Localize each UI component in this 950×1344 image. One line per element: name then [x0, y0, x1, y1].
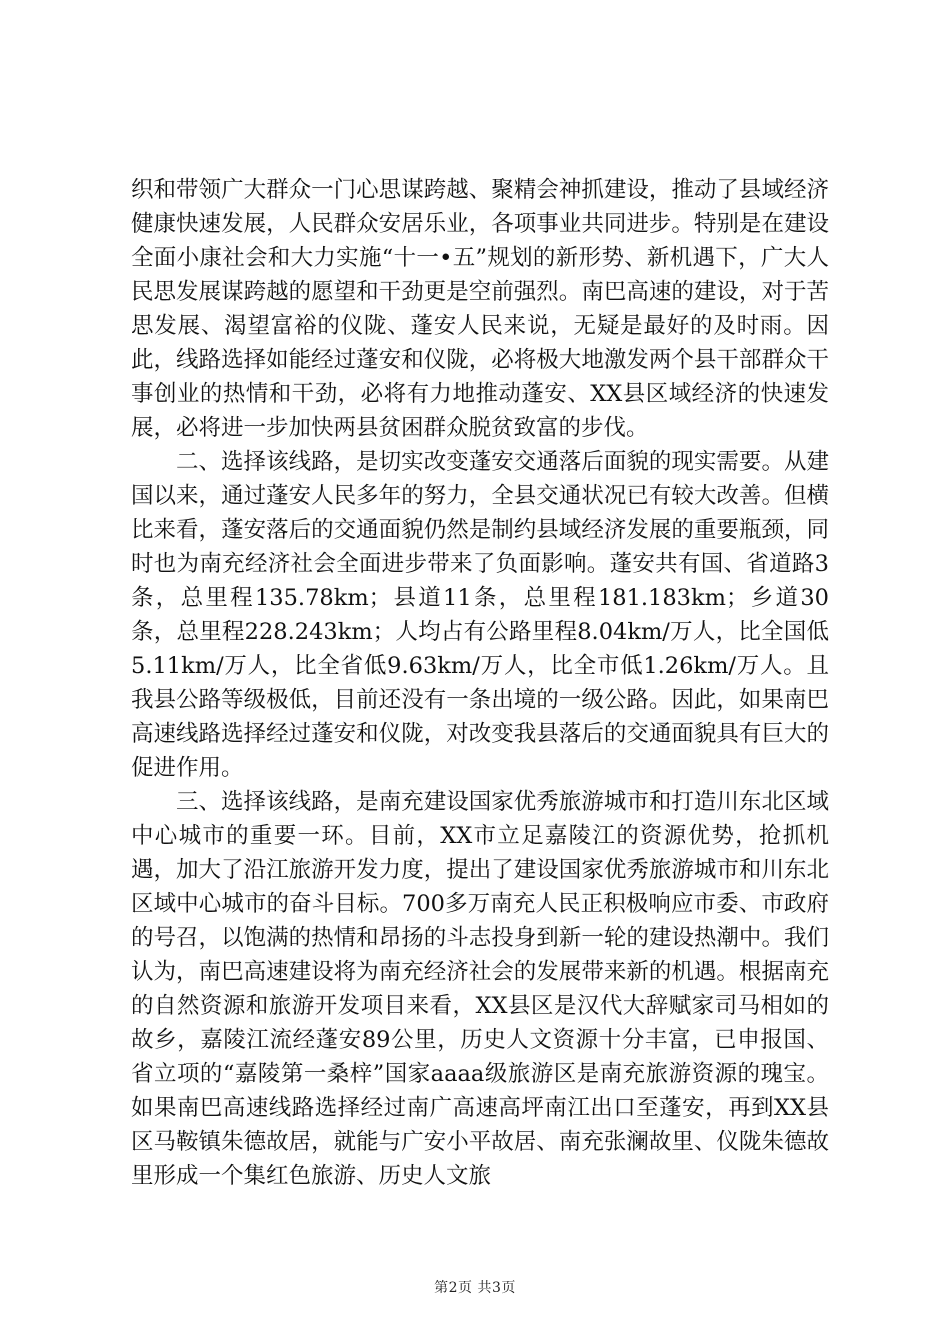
- paragraph-section-two: 二、选择该线路，是切实改变蓬安交通落后面貌的现实需要。从建国以来，通过蓬安人民多年的努力，全县交通状况已有较大改善。但横比来看，蓬安落后的交通面貌仍然是制约县域经济发展的重要瓶颈，同时也为南充经济社会全面进步带来了负面影响。蓬安共有国、省道路3条，总里程135.78km；县道11条，总里程181.183km；乡道30条，总里程228.243km；人均占有公路里程8.04km/万人，比全国低5.11km/万人，比全省低9.63km/万人，比全市低1.26km/万人。且我县公路等级极低，目前还没有一条出境的一级公路。因此，如果南巴高速线路选择经过蓬安和仪陇，对改变我县落后的交通面貌具有巨大的促进作用。: [131, 449, 829, 781]
- document-body: [131, 173, 829, 1193]
- page-number-footer: 第2页 共3页: [434, 1280, 516, 1296]
- paragraph-continuation: 织和带领广大群众一门心思谋跨越、聚精会神抓建设，推动了县域经济健康快速发展，人民群众安居乐业，各项事业共同进步。特别是在建设全面小康社会和大力实施“十一•五”规划的新形势、新机遇下，广大人民思发展谋跨越的愿望和干劲更是空前强烈。南巴高速的建设，对于苦思发展、渴望富裕的仪陇、蓬安人民来说，无疑是最好的及时雨。因此，线路选择如能经过蓬安和仪陇，必将极大地激发两个县干部群众干事创业的热情和干劲，必将有力地推动蓬安、XX县区域经济的快速发展，必将进一步加快两县贫困群众脱贫致富的步伐。: [131, 177, 829, 441]
- paragraph-section-three: 三、选择该线路，是南充建设国家优秀旅游城市和打造川东北区域中心城市的重要一环。目前，XX市立足嘉陵江的资源优势，抢抓机遇，加大了沿江旅游开发力度，提出了建设国家优秀旅游城市和川东北区域中心城市的奋斗目标。700多万南充人民正积极响应市委、市政府的号召，以饱满的热情和昂扬的斗志投身到新一轮的建设热潮中。我们认为，南巴高速建设将为南充经济社会的发展带来新的机遇。根据南充的自然资源和旅游开发项目来看，XX县区是汉代大辞赋家司马相如的故乡，嘉陵江流经蓬安89公里，历史人文资源十分丰富，已申报国、省立项的“嘉陵第一桑梓”国家aaaa级旅游区是南充旅游资源的瑰宝。如果南巴高速线路选择经过南广高速高坪南江出口至蓬安，再到XX县区马鞍镇朱德故居，就能与广安小平故居、南充张澜故里、仪陇朱德故里形成一个集红色旅游、历史人文旅: [131, 789, 829, 1189]
